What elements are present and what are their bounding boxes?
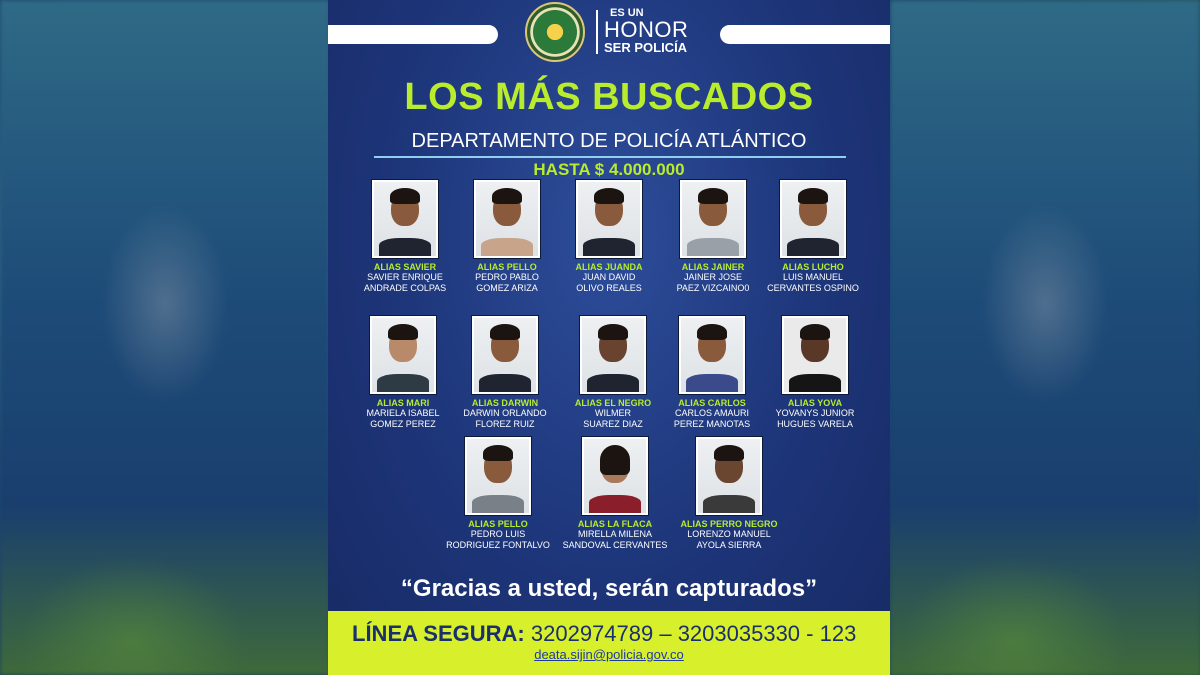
person-first-names: YOVANYS JUNIOR [775, 408, 855, 418]
person-first-names: LORENZO MANUEL [687, 529, 771, 539]
mugshot [369, 315, 437, 395]
header-bar-right [720, 25, 890, 44]
person-last-names: PAEZ VIZCAINO0 [676, 283, 750, 293]
person-first-names: CARLOS AMAURI [674, 408, 750, 418]
person-first-names: WILMER [595, 408, 631, 418]
wanted-person [759, 315, 871, 430]
mugshot [579, 315, 647, 395]
wanted-person [347, 315, 459, 430]
person-last-names: RODRIGUEZ FONTALVO [446, 540, 550, 550]
person-alias: ALIAS EL NEGRO [574, 398, 652, 408]
person-alias: ALIAS YOVA [787, 398, 843, 408]
person-first-names: JUAN DAVID [582, 272, 636, 282]
title-underline [374, 156, 846, 158]
person-last-names: AYOLA SIERRA [696, 540, 762, 550]
wanted-person [673, 436, 785, 551]
motto-bottom: SER POLICÍA [604, 40, 688, 55]
mugshot [471, 315, 539, 395]
person-last-names: CERVANTES OSPINO [767, 283, 859, 293]
blurred-background-right [890, 0, 1200, 675]
person-last-names: GOMEZ ARIZA [476, 283, 538, 293]
person-alias: ALIAS CARLOS [678, 398, 746, 408]
person-last-names: SUAREZ DIAZ [583, 419, 643, 429]
person-alias: ALIAS JUANDA [575, 262, 643, 272]
person-alias: ALIAS PELLO [477, 262, 537, 272]
person-alias: ALIAS SAVIER [373, 262, 437, 272]
person-first-names: DARWIN ORLANDO [463, 408, 547, 418]
header-bar-left [328, 25, 498, 44]
mugshot [575, 179, 643, 259]
wanted-poster [328, 0, 890, 675]
mugshot [781, 315, 849, 395]
person-last-names: OLIVO REALES [576, 283, 642, 293]
person-first-names: PEDRO LUIS [470, 529, 526, 539]
wanted-person [553, 179, 665, 294]
person-first-names: MARIELA ISABEL [366, 408, 440, 418]
person-last-names: HUGUES VARELA [777, 419, 853, 429]
hotline-phones: 3202974789 – 3203035330 - 123 [530, 621, 857, 646]
hotline-footer [328, 611, 890, 675]
mugshot [464, 436, 532, 516]
mugshot [371, 179, 439, 259]
person-last-names: FLOREZ RUIZ [475, 419, 535, 429]
person-last-names: PEREZ MANOTAS [673, 419, 751, 429]
wanted-person [657, 179, 769, 294]
wanted-person [449, 315, 561, 430]
reward-amount: HASTA $ 4.000.000 [533, 160, 685, 179]
person-last-names: SANDOVAL CERVANTES [562, 540, 668, 550]
person-alias: ALIAS DARWIN [471, 398, 539, 408]
person-first-names: LUIS MANUEL [782, 272, 844, 282]
wanted-person [656, 315, 768, 430]
mugshot [678, 315, 746, 395]
wanted-person [557, 315, 669, 430]
person-alias: ALIAS LA FLACA [577, 519, 653, 529]
wanted-person [451, 179, 563, 294]
person-last-names: ANDRADE COLPAS [363, 283, 447, 293]
person-first-names: JAINER JOSE [683, 272, 742, 282]
motto-top: ES UN [610, 7, 644, 19]
header-divider [596, 10, 598, 54]
hotline-label: LÍNEA SEGURA: [352, 621, 525, 646]
police-seal-icon [525, 2, 585, 62]
person-alias: ALIAS MARI [376, 398, 430, 408]
person-first-names: PEDRO PABLO [475, 272, 539, 282]
police-motto [604, 8, 688, 54]
contact-email-link[interactable]: deata.sijin@policia.gov.co [534, 647, 684, 662]
wanted-person [757, 179, 869, 294]
poster-subtitle: DEPARTAMENTO DE POLICÍA ATLÁNTICO [411, 130, 807, 152]
blurred-background-left [0, 0, 330, 675]
mugshot [695, 436, 763, 516]
person-first-names: SAVIER ENRIQUE [367, 272, 443, 282]
person-last-names: GOMEZ PEREZ [370, 419, 436, 429]
wanted-person [442, 436, 554, 551]
mugshot [679, 179, 747, 259]
poster-title: LOS MÁS BUSCADOS [404, 76, 814, 118]
thanks-message: “Gracias a usted, serán capturados” [400, 575, 818, 602]
mugshot [473, 179, 541, 259]
mugshot [581, 436, 649, 516]
person-first-names: MIRELLA MILENA [577, 529, 653, 539]
person-alias: ALIAS PELLO [468, 519, 528, 529]
wanted-person [349, 179, 461, 294]
person-alias: ALIAS PERRO NEGRO [680, 519, 778, 529]
person-alias: ALIAS LUCHO [782, 262, 844, 272]
motto-middle: HONOR [604, 17, 689, 42]
wanted-person [559, 436, 671, 551]
hotline-line [352, 621, 856, 647]
person-alias: ALIAS JAINER [681, 262, 745, 272]
mugshot [779, 179, 847, 259]
